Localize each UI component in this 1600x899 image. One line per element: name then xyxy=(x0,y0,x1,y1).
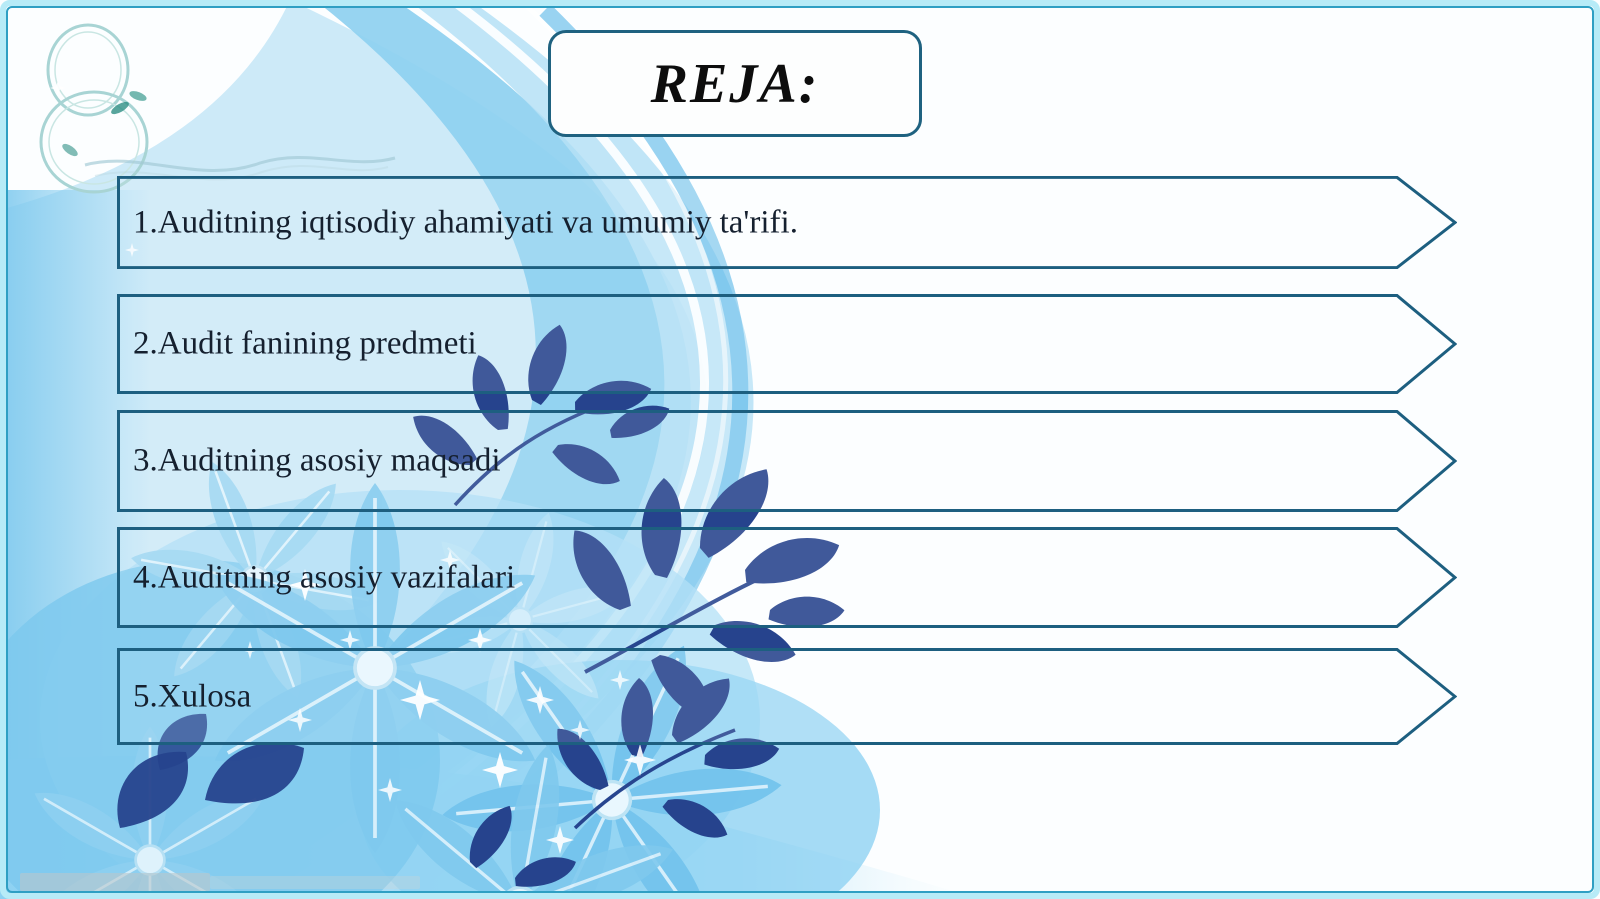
list-item xyxy=(117,648,1457,745)
list-item-label: 1.Auditning iqtisodiy ahamiyati va umumiy ta'rifi. xyxy=(133,204,798,240)
list-item xyxy=(117,294,1457,394)
title-box xyxy=(548,30,922,137)
list-item-label: 5.Xulosa xyxy=(133,678,252,714)
page-title: REJA: xyxy=(650,52,820,115)
list-item xyxy=(117,410,1457,512)
list-item xyxy=(117,176,1457,269)
list-item-label: 4.Auditning asosiy vazifalari xyxy=(133,559,516,595)
list-item xyxy=(117,527,1457,628)
arrow-outline xyxy=(117,648,1457,745)
list-item-label: 2.Audit fanining predmeti xyxy=(133,325,477,362)
list-item-label: 3.Auditning asosiy maqsadi xyxy=(133,442,501,479)
